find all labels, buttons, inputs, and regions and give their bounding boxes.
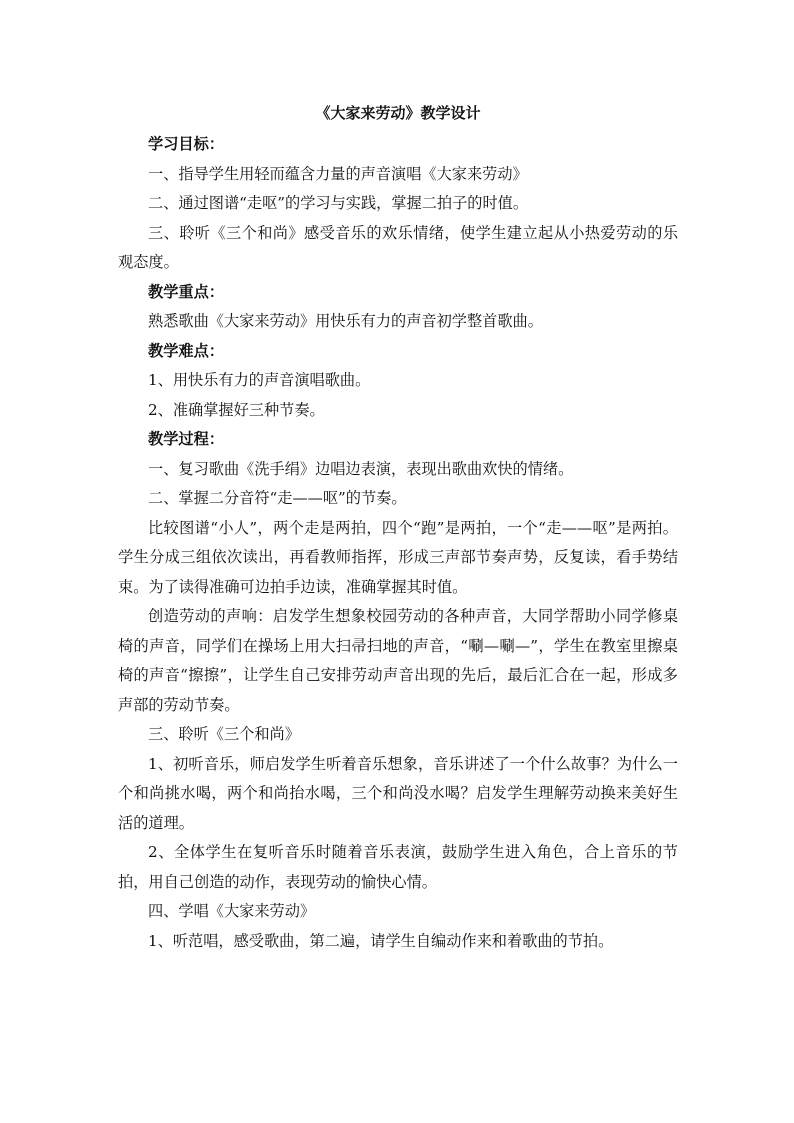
paragraph: 一、指导学生用轻而蕴含力量的声音演唱《大家来劳动》 — [148, 164, 528, 183]
section-learning-goals — [118, 130, 678, 278]
paragraph: 熟悉歌曲《大家来劳动》用快乐有力的声音初学整首歌曲。 — [148, 312, 543, 330]
paragraph: 比较图谱“小人”，两个走是两拍，四个“跑”是两拍，一个“走——呕”是两拍。学生分成三组依次读出，再看教师指挥，形成三声部节奏声势，反复读，看手势结束。为了读得准确可边拍手边读，准确掌握其时值。 — [118, 518, 678, 596]
document-title: 《大家来劳动》教学设计 — [315, 104, 481, 122]
paragraph: 三、聆听《三个和尚》 — [148, 725, 300, 743]
section-heading: 教学难点： — [148, 341, 224, 360]
paragraph: 1、听范唱，感受歌曲，第二遍，请学生自编动作来和着歌曲的节拍。 — [148, 931, 614, 950]
paragraph: 二、掌握二分音符“走——呕”的节奏。 — [148, 489, 407, 507]
paragraph: 2、全体学生在复听音乐时随着音乐表演，鼓励学生进入角色，合上音乐的节拍，用自己创造的动作，表现劳动的愉快心情。 — [118, 843, 678, 891]
paragraph: 1、初听音乐，师启发学生听着音乐想象，音乐讲述了一个什么故事？为什么一个和尚挑水喝，两个和尚抬水喝，三个和尚没水喝？启发学生理解劳动换来美好生活的道理。 — [118, 754, 678, 832]
section-process — [118, 425, 678, 956]
paragraph: 一、复习歌曲《洗手绢》边唱边表演，表现出歌曲欢快的情绪。 — [148, 459, 574, 478]
paragraph: 1、用快乐有力的声音演唱歌曲。 — [148, 371, 371, 389]
section-key-points — [118, 278, 678, 337]
section-heading: 学习目标： — [148, 135, 224, 153]
paragraph: 2、准确掌握好三种节奏。 — [148, 400, 325, 419]
section-heading: 教学过程： — [148, 430, 224, 448]
section-difficulties — [118, 337, 678, 426]
paragraph: 二、通过图谱“走呕”的学习与实践，掌握二拍子的时值。 — [148, 194, 529, 212]
paragraph: 四、学唱《大家来劳动》 — [148, 902, 316, 920]
document-body — [118, 98, 678, 956]
paragraph: 创造劳动的声响：启发学生想象校园劳动的各种声音，大同学帮助小同学修桌椅的声音，同学们在操场上用大扫帚扫地的声音，“唰—唰—”，学生在教室里擦桌椅的声音“擦擦”，让学生自己安排劳动声音出现的先后，最后汇合在一起，形成多声部的劳动节奏。 — [118, 607, 678, 714]
paragraph: 三、聆听《三个和尚》感受音乐的欢乐情绪，使学生建立起从小热爱劳动的乐观态度。 — [118, 223, 678, 271]
section-heading: 教学重点： — [148, 282, 224, 301]
